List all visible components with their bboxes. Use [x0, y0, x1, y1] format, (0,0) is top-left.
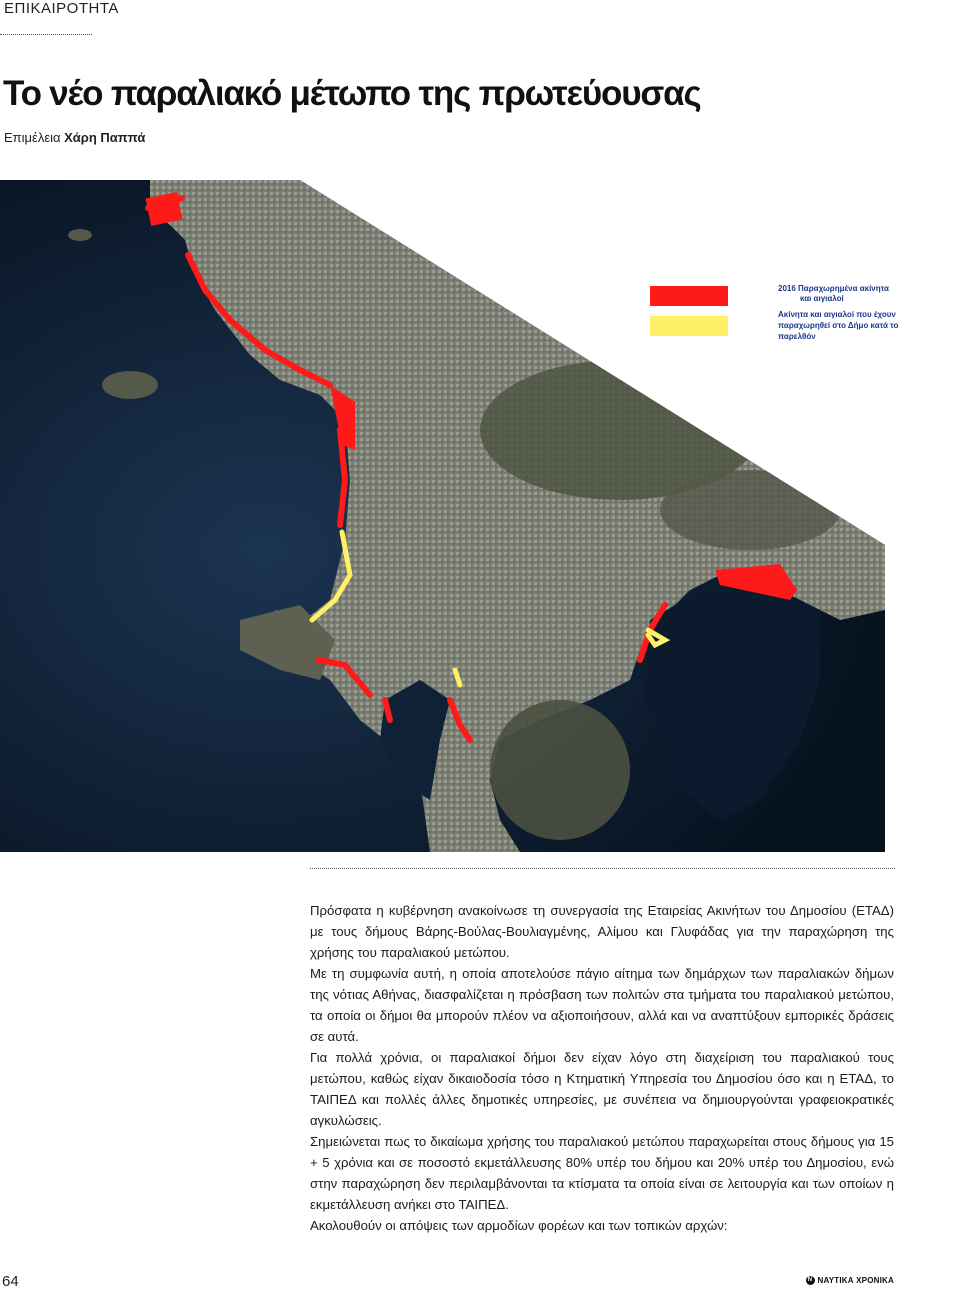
hill-area — [660, 470, 840, 550]
article-paragraph: Πρόσφατα η κυβέρνηση ανακοίνωσε τη συνεργασία της Εταιρείας Ακινήτων του Δημοσίου (ΕΤΑΔ) με τους δήμους Βάρης-Βούλας-Βουλιαγμένης, Αλίμου και Γλυφάδας για την παραχώρηση της χρήσης του παραλιακού μετώπου. — [310, 903, 894, 960]
island — [68, 229, 92, 241]
legend-red-line1: Ακίνητα και αιγιαλοί που έχουν — [778, 310, 896, 319]
legend-red-line3: παρελθόν — [778, 332, 816, 341]
article-divider — [310, 868, 895, 869]
article-paragraph: Για πολλά χρόνια, οι παραλιακοί δήμοι δεν είχαν λόγο στη διαχείριση του παραλιακού τους μετώπου, καθώς είχαν δικαιοδοσία τόσο η Κτηματική Υπηρεσία του Δημοσίου όσο και η ΕΤΑΔ, το ΤΑΙΠΕΔ και πολλές άλλες δημοτικές υπηρεσίες, με συνέπεια να δημιουργούνται γραφειοκρατικές αγκυλώσεις. — [310, 1050, 894, 1128]
brand-logo-icon: N — [806, 1276, 815, 1285]
legend-red-swatch — [650, 286, 728, 306]
island — [102, 371, 158, 399]
publication-brand — [806, 1276, 895, 1285]
coastline-map — [0, 180, 899, 852]
satellite-map-image — [0, 180, 899, 852]
section-label: ΕΠΙΚΑΙΡΟΤΗΤΑ — [4, 0, 119, 17]
legend-title-line2: και αιγιαλοί — [800, 294, 844, 303]
section-divider — [0, 34, 92, 35]
page-number: 64 — [2, 1273, 19, 1290]
brand-name: ΝΑΥΤΙΚΑ ΧΡΟΝΙΚΑ — [817, 1276, 894, 1285]
legend-yellow-swatch — [650, 316, 728, 336]
article-body — [310, 900, 894, 1236]
byline — [4, 130, 145, 145]
article-title: Το νέο παραλιακό μέτωπο της πρωτεύουσας — [3, 74, 701, 113]
article-paragraph: Ακολουθούν οι απόψεις των αρμοδίων φορέων και των τοπικών αρχών: — [310, 1218, 728, 1233]
article-paragraph: Σημειώνεται πως το δικαίωμα χρήσης του παραλιακού μετώπου παραχωρείται στους δήμους για 15 + 5 χρόνια και σε ποσοστό εκμετάλλευσης 80% υπέρ του δήμου και 20% υπέρ του Δημοσίου, ενώ στην παραχώρηση δεν περιλαμβάνονται τα κτίσματα τα οποία είναι σε λειτουργία και των οποίων η εκμετάλλευση ανήκει στο ΤΑΙΠΕΔ. — [310, 1134, 894, 1212]
hill-area — [490, 700, 630, 840]
byline-prefix: Επιμέλεια — [4, 130, 61, 145]
map-legend — [650, 284, 899, 341]
legend-red-line2: παραχωρηθεί στο Δήμο κατά το — [778, 321, 899, 330]
legend-title-line1: 2016 Παραχωρημένα ακίνητα — [778, 284, 889, 293]
article-paragraph: Με τη συμφωνία αυτή, η οποία αποτελούσε πάγιο αίτημα των δημάρχων των παραλιακών δήμων της νότιας Αθήνας, διασφαλίζεται η πρόσβαση των πολιτών στα τμήματα του παραλιακού μετώπου, τα οποία οι δήμοι θα μπορούν πλέον να αξιοποιήσουν, αλλά και να αναπτύξουν εμπορικές δράσεις σε αυτά. — [310, 966, 894, 1044]
byline-author: Χάρη Παππά — [64, 130, 146, 145]
